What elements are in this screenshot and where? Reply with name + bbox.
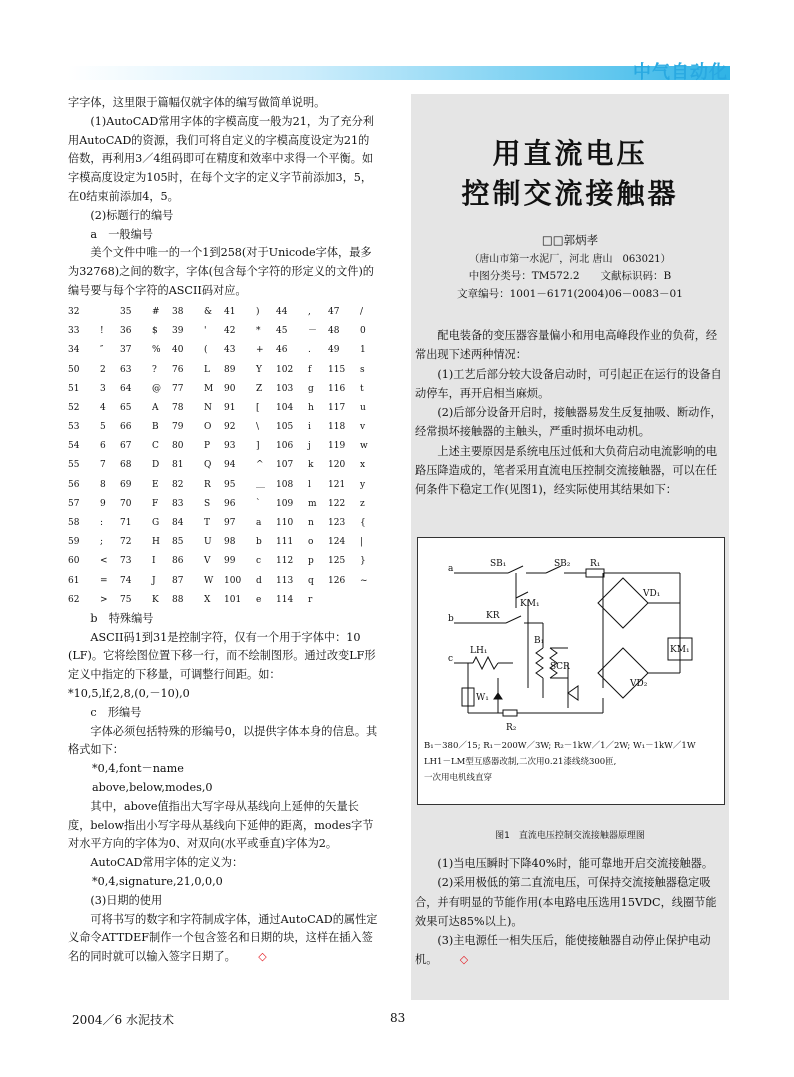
ascii-code-cell: 82 (172, 479, 184, 490)
ascii-code-cell: 74 (120, 575, 132, 586)
subheading: (2)标题行的编号 (90, 208, 174, 222)
ascii-code-cell: 78 (172, 402, 184, 413)
ascii-code-cell: 117 (328, 402, 346, 413)
ascii-char-cell: k (308, 460, 314, 471)
section-title: 中气自动化 (633, 62, 728, 83)
ascii-char-cell: K (152, 594, 159, 605)
ascii-char-cell: ? (152, 364, 157, 375)
ascii-char-cell: 4 (100, 402, 106, 413)
ascii-char-cell: & (204, 306, 213, 317)
ascii-code-cell: 120 (328, 460, 346, 471)
subheading: a 一般编号 (90, 227, 153, 241)
ascii-char-cell: D (152, 460, 160, 471)
label-km1: KM₁ (520, 599, 540, 609)
ascii-char-cell: / (360, 306, 364, 317)
ascii-code-cell: 62 (68, 594, 80, 605)
ascii-char-cell: － (308, 326, 318, 337)
ascii-char-cell: O (204, 422, 212, 433)
ascii-code-cell: 55 (68, 460, 80, 471)
ascii-char-cell: 8 (100, 479, 106, 490)
ascii-code-cell: 46 (276, 345, 288, 356)
ascii-char-cell: + (256, 345, 264, 356)
ascii-code-cell: 96 (224, 498, 236, 509)
ascii-char-cell: b (256, 537, 262, 548)
paragraph: (2)后部分设备开启时，接触器易发生反复抽吸、断动作，经常损坏接触器的主触头，严重时损坏电动机。 (415, 406, 722, 439)
ascii-char-cell: ! (100, 326, 104, 337)
ascii-char-cell: ^ (256, 460, 264, 471)
ascii-char-cell: v (360, 422, 366, 433)
label-sb1: SB₁ (490, 559, 507, 569)
ascii-code-cell: 69 (120, 479, 132, 490)
ascii-char-cell: > (100, 594, 108, 605)
ascii-char-cell: 5 (100, 422, 106, 433)
table-row (68, 495, 380, 514)
ascii-code-cell: 95 (224, 479, 236, 490)
ascii-char-cell: \ (256, 422, 260, 433)
ascii-char-cell: < (100, 556, 108, 567)
table-row (68, 303, 380, 322)
ascii-code-cell: 38 (172, 306, 184, 317)
footer-page-number: 83 (390, 1011, 406, 1025)
table-row (68, 475, 380, 494)
ascii-char-cell: 7 (100, 460, 106, 471)
header-bar (68, 66, 730, 80)
ascii-code-cell: 41 (224, 306, 236, 317)
paragraph: (1)AutoCAD常用字体的字模高度一般为21，为了充分利用AutoCAD的资源，我们可将自定义的字模高度设定为21的倍数，再利用3／4组码即可在精度和效率中求得一个平衡。如字模高度设定为105时，在每个文字的定义字节前添加3，5，在0结束前添加4，5。 (68, 114, 374, 203)
ascii-code-cell: 94 (224, 460, 236, 471)
article-number: 文章编号：1001－6171(2004)06－0083－01 (457, 288, 683, 300)
ascii-code-cell: 114 (276, 594, 294, 605)
ascii-char-cell: [ (256, 402, 260, 413)
ascii-char-cell: p (308, 556, 314, 567)
article-title-line1: 用直流电压 (492, 137, 648, 170)
ascii-char-cell: i (308, 422, 311, 433)
label-sb2: SB₂ (554, 559, 571, 569)
ascii-char-cell: n (308, 518, 314, 529)
ascii-char-cell: % (152, 345, 161, 356)
ascii-code-cell: 97 (224, 518, 236, 529)
ascii-code-cell: 124 (328, 537, 346, 548)
label-r2: R₂ (506, 723, 517, 733)
ascii-char-cell: u (360, 402, 366, 413)
ascii-char-cell: g (308, 383, 314, 394)
table-row (68, 399, 380, 418)
ascii-code-cell: 61 (68, 575, 80, 586)
paragraph: 上述主要原因是系统电压过低和大负荷启动电流影响的电路压降造成的，笔者采用直流电压控制交流接触器，可以在任何条件下稳定工作(见图1)，经实际使用其结果如下： (415, 444, 718, 497)
table-row (68, 571, 380, 590)
article-title-line2: 控制交流接触器 (461, 177, 679, 210)
ascii-code-cell: 116 (328, 383, 346, 394)
ascii-code-cell: 125 (328, 556, 346, 567)
ascii-char-cell: Q (204, 460, 212, 471)
label-vd2: VD₂ (630, 679, 648, 689)
ascii-code-cell: 102 (276, 364, 294, 375)
circuit-note-1: B₁－380／15; R₁－200W／3W; R₂－1kW／1／2W; W₁－1kW／1W (424, 741, 696, 751)
ascii-char-cell: t (360, 383, 364, 394)
ascii-char-cell: q (308, 575, 314, 586)
ascii-code-cell: 103 (276, 383, 294, 394)
ascii-char-cell: * (256, 326, 261, 337)
ascii-char-cell: L (204, 364, 210, 375)
ascii-code-cell (328, 591, 360, 610)
code-line: above,below,modes,0 (92, 780, 213, 794)
code-line: *0,4,signature,21,0,0,0 (92, 874, 223, 888)
ascii-char-cell: @ (152, 383, 161, 394)
ascii-char-cell (360, 591, 380, 610)
ascii-char-cell: Y (256, 364, 262, 375)
ascii-code-cell: 85 (172, 537, 184, 548)
ascii-code-cell: 86 (172, 556, 184, 567)
figure-caption: 图1 直流电压控制交流接触器原理图 (495, 831, 645, 841)
paragraph-text: (3)主电源任一相失压后，能使接触器自动停止保护电动机。 (415, 934, 711, 967)
ascii-char-cell: . (308, 345, 311, 356)
subheading: b 特殊编号 (90, 611, 154, 625)
paragraph: 字字体，这里限于篇幅仅就字体的编写做简单说明。 (68, 96, 326, 109)
ascii-code-cell: 34 (68, 345, 80, 356)
ascii-char-cell: = (100, 575, 108, 586)
table-row (68, 360, 380, 379)
subheading: c 形编号 (90, 705, 142, 719)
label-b: b (448, 614, 454, 624)
ascii-code-cell: 105 (276, 422, 294, 433)
ascii-char-cell: 6 (100, 441, 106, 452)
code-line: *10,5,lf,2,8,(0,－10),0 (68, 686, 190, 700)
article-results (415, 854, 727, 970)
ascii-code-cell: 77 (172, 383, 184, 394)
ascii-code-cell: 73 (120, 556, 132, 567)
ascii-char-cell: l (308, 479, 311, 490)
table-row (68, 533, 380, 552)
paragraph: 字体必须包括特殊的形编号0，以提供字体本身的信息。其格式如下： (68, 724, 378, 757)
ascii-code-cell: 66 (120, 422, 132, 433)
table-row (68, 437, 380, 456)
ascii-char-cell: V (204, 556, 211, 567)
subheading: (3)日期的使用 (90, 893, 163, 907)
ascii-char-cell: E (152, 479, 159, 490)
ascii-char-cell: e (256, 594, 262, 605)
ascii-char-cell: G (152, 518, 160, 529)
label-lh1: LH₁ (470, 646, 488, 656)
code-line: *0,4,font－name (92, 762, 184, 776)
ascii-code-cell: 68 (120, 460, 132, 471)
ascii-code-cell: 101 (224, 594, 242, 605)
ascii-char-cell: T (204, 518, 211, 529)
ascii-code-cell: 39 (172, 326, 184, 337)
ascii-code-cell: 123 (328, 518, 346, 529)
ascii-char-cell: 3 (100, 383, 106, 394)
end-mark-icon: ◇ (459, 953, 469, 967)
ascii-code-cell: 45 (276, 326, 288, 337)
paragraph: AutoCAD常用字体的定义为： (90, 856, 244, 870)
ascii-char-cell: ' (204, 326, 207, 337)
ascii-code-cell: 44 (276, 306, 288, 317)
circuit-note-2: LH1－LM型互感器改制,二次用0.21漆线绕300匝, (424, 757, 617, 767)
ascii-char-cell: ) (256, 306, 260, 317)
ascii-code-cell: 63 (120, 364, 132, 375)
table-row (68, 418, 380, 437)
ascii-char-cell: 0 (360, 326, 366, 337)
ascii-code-cell: 89 (224, 364, 236, 375)
ascii-char-cell: y (360, 479, 366, 490)
affiliation: （唐山市第一水泥厂，河北 唐山 063021） (469, 254, 671, 265)
ascii-code-cell: 53 (68, 422, 80, 433)
article-panel (411, 94, 729, 1000)
ascii-code-cell: 87 (172, 575, 184, 586)
ascii-code-cell: 90 (224, 383, 236, 394)
ascii-char-cell: , (308, 306, 311, 317)
paragraph: 配电装备的变压器容量偏小和用电高峰段作业的负荷，经常出现下述两种情况： (415, 329, 718, 362)
ascii-char-cell: z (360, 498, 365, 509)
table-row (68, 514, 380, 533)
ascii-code-cell: 35 (120, 306, 132, 317)
ascii-code-cell: 51 (68, 383, 80, 394)
paragraph-text: 可将书写的数字和字符制成字体，通过AutoCAD的属性定义命令ATTDEF制作一个包含签名和日期的块，这样在插入签名的同时就可以输入签字日期了。 (68, 912, 378, 964)
label-b1: B₁ (534, 636, 545, 646)
ascii-code-cell: 71 (120, 518, 132, 529)
ascii-char-cell: f (308, 364, 312, 375)
ascii-char-cell: m (308, 498, 317, 509)
ascii-code-cell: 104 (276, 402, 294, 413)
ascii-code-cell: 92 (224, 422, 236, 433)
ascii-char-cell: # (152, 306, 160, 317)
ascii-char-cell: $ (152, 326, 158, 337)
ascii-char-cell: x (360, 460, 366, 471)
label-scr: SCR (550, 662, 570, 672)
ascii-code-cell: 76 (172, 364, 184, 375)
ascii-code-cell: 122 (328, 498, 346, 509)
ascii-code-cell: 65 (120, 402, 132, 413)
label-a: a (448, 564, 454, 574)
article-body (415, 326, 727, 500)
ascii-code-cell: 70 (120, 498, 132, 509)
ascii-char-cell: U (204, 537, 212, 548)
ascii-code-cell: 91 (224, 402, 236, 413)
ascii-char-cell: Z (256, 383, 263, 394)
ascii-code-cell: 64 (120, 383, 132, 394)
ascii-code-cell: 56 (68, 479, 80, 490)
table-row (68, 341, 380, 360)
ascii-code-cell: 72 (120, 537, 132, 548)
ascii-char-cell: 2 (100, 364, 106, 375)
ascii-char-cell: X (204, 594, 211, 605)
ascii-table (68, 303, 380, 610)
ascii-char-cell: 9 (100, 498, 106, 509)
ascii-code-cell: 40 (172, 345, 184, 356)
label-km1-coil: KM₁ (670, 645, 690, 655)
circuit-diagram (417, 537, 725, 805)
ascii-char-cell: j (308, 441, 311, 452)
ascii-code-cell: 93 (224, 441, 236, 452)
ascii-code-cell: 115 (328, 364, 346, 375)
ascii-char-cell: P (204, 441, 211, 452)
paragraph: ASCII码1到31是控制字符，仅有一个用于字体中：10 (LF)。它将绘图位置下移一行，而不绘制图形。通过改变LF形定义中指定的下移量，可调整行间距。如： (68, 630, 376, 682)
label-vd1: VD₁ (643, 589, 661, 599)
paragraph: (1)当电压瞬时下降40%时，能可靠地开启交流接触器。 (437, 857, 714, 870)
ascii-char-cell: ] (256, 441, 260, 452)
table-row (68, 322, 380, 341)
table-row (68, 456, 380, 475)
paragraph (415, 931, 727, 970)
ascii-code-cell: 107 (276, 460, 294, 471)
table-row (68, 591, 380, 610)
ascii-code-cell: 84 (172, 518, 184, 529)
circuit-note-3: 一次用电机线直穿 (424, 773, 493, 783)
ascii-char-cell: ＿ (256, 479, 266, 490)
paragraph: (2)采用极低的第二直流电压，可保持交流接触器稳定吸合，并有明显的节能作用(本电路电压选用15VDC，线圈节能效果可达85%以上)。 (415, 876, 717, 928)
ascii-code-cell: 118 (328, 422, 346, 433)
ascii-code-cell: 60 (68, 556, 80, 567)
ascii-code-cell: 37 (120, 345, 132, 356)
ascii-char-cell: } (360, 556, 366, 567)
table-row (68, 552, 380, 571)
label-w1: W₁ (476, 693, 489, 703)
ascii-code-cell: 126 (328, 575, 346, 586)
ascii-code-cell: 52 (68, 402, 80, 413)
ascii-char-cell: ″ (100, 345, 104, 356)
ascii-code-cell: 100 (224, 575, 242, 586)
ascii-code-cell: 111 (276, 537, 294, 548)
ascii-char-cell: c (256, 556, 262, 567)
ascii-char-cell: ` (256, 498, 261, 509)
ascii-code-cell: 54 (68, 441, 80, 452)
paragraph (68, 911, 380, 967)
ascii-code-cell: 47 (328, 306, 340, 317)
label-r1: R₁ (590, 559, 601, 569)
ascii-code-cell: 79 (172, 422, 184, 433)
ascii-code-cell: 36 (120, 326, 132, 337)
ascii-code-cell: 67 (120, 441, 132, 452)
table-row (68, 380, 380, 399)
ascii-char-cell: : (100, 518, 104, 529)
end-mark-icon: ◇ (258, 950, 267, 964)
ascii-char-cell: J (152, 575, 156, 586)
ascii-code-cell: 106 (276, 441, 294, 452)
ascii-char-cell: N (204, 402, 212, 413)
ascii-code-cell: 99 (224, 556, 236, 567)
ascii-code-cell: 48 (328, 326, 340, 337)
ascii-code-cell: 109 (276, 498, 294, 509)
ascii-code-cell: 83 (172, 498, 184, 509)
ascii-char-cell: h (308, 402, 314, 413)
ascii-char-cell: r (308, 594, 313, 605)
ascii-code-cell: 88 (172, 594, 184, 605)
ascii-code-cell: 113 (276, 575, 294, 586)
ascii-char-cell: B (152, 422, 159, 433)
ascii-code-cell: 59 (68, 537, 80, 548)
ascii-char-cell: R (204, 479, 211, 490)
ascii-char-cell: A (152, 402, 159, 413)
ascii-code-cell: 108 (276, 479, 294, 490)
author: □□郭炳孝 (541, 233, 599, 247)
ascii-char-cell: S (204, 498, 211, 509)
ascii-code-cell: 112 (276, 556, 294, 567)
ascii-char-cell: 1 (360, 345, 366, 356)
ascii-char-cell (100, 303, 120, 322)
ascii-char-cell: o (308, 537, 314, 548)
footer-journal: 2004／6 水泥技术 (72, 1013, 174, 1027)
label-c: c (448, 654, 454, 664)
ascii-char-cell: C (152, 441, 159, 452)
ascii-code-cell: 43 (224, 345, 236, 356)
ascii-char-cell: { (360, 518, 366, 529)
ascii-code-cell: 81 (172, 460, 184, 471)
ascii-code-cell: 33 (68, 326, 80, 337)
ascii-char-cell: | (360, 537, 364, 548)
ascii-char-cell: d (256, 575, 262, 586)
ascii-char-cell: M (204, 383, 214, 394)
ascii-char-cell: W (204, 575, 214, 586)
ascii-char-cell: F (152, 498, 159, 509)
paragraph: 其中，above值指出大写字母从基线向上延伸的矢量长度，below指出小写字母从基线向下延伸的距离，modes字节对水平方向的字体为0、对双向(水平或垂直)字体为2。 (68, 799, 374, 851)
ascii-char-cell: H (152, 537, 160, 548)
ascii-char-cell: s (360, 364, 365, 375)
ascii-code-cell: 110 (276, 518, 294, 529)
ascii-char-cell: ; (100, 537, 104, 548)
ascii-code-cell: 119 (328, 441, 346, 452)
ascii-code-cell: 57 (68, 498, 80, 509)
ascii-code-cell: 50 (68, 364, 80, 375)
ascii-code-cell: 42 (224, 326, 236, 337)
ascii-char-cell: a (256, 518, 262, 529)
ascii-code-cell: 75 (120, 594, 132, 605)
ascii-code-cell: 121 (328, 479, 346, 490)
left-column (68, 94, 380, 967)
ascii-code-cell: 32 (68, 306, 80, 317)
ascii-code-cell: 58 (68, 518, 80, 529)
ascii-char-cell: I (152, 556, 156, 567)
classification: 中图分类号：TM572.2 文献标识码：B (468, 270, 672, 282)
ascii-code-cell: 98 (224, 537, 236, 548)
ascii-char-cell: ( (204, 345, 208, 356)
circuit-schematic (418, 538, 724, 804)
ascii-code-cell: 80 (172, 441, 184, 452)
paragraph: 美个文件中唯一的一个1到258(对于Unicode字体，最多为32768)之间的数字，字体(包含每个字符的形定义的文件)的编号要与每个字符的ASCII码对应。 (68, 246, 374, 297)
ascii-char-cell: w (360, 441, 368, 452)
ascii-char-cell: ~ (360, 575, 368, 586)
ascii-code-cell: 49 (328, 345, 340, 356)
label-kr: KR (486, 611, 500, 621)
paragraph: (1)工艺后部分较大设备启动时，可引起正在运行的设备自动停车，再开启相当麻烦。 (415, 367, 722, 400)
